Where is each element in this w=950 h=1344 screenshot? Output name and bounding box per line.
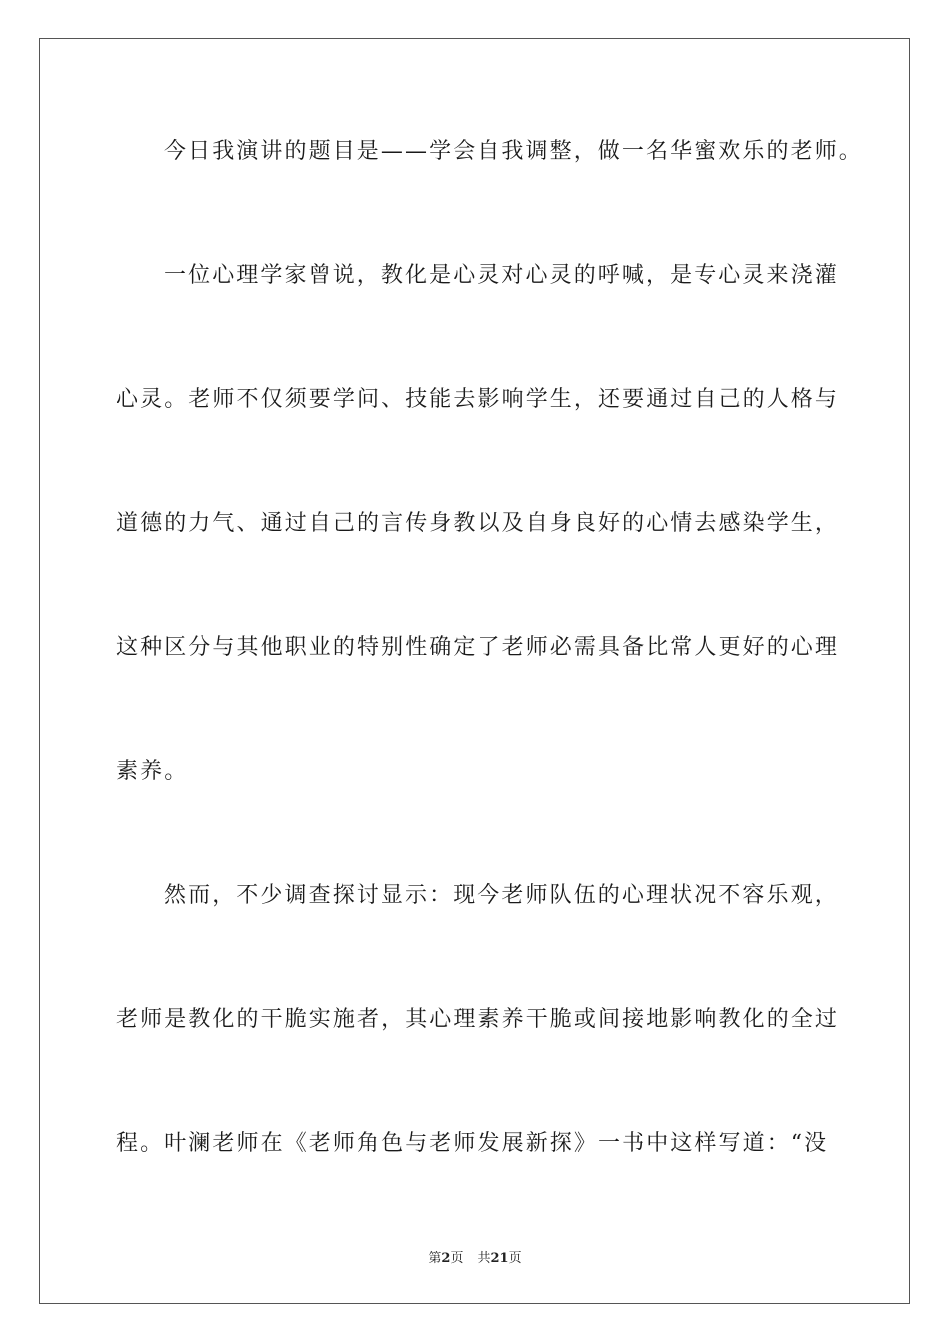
page-border — [39, 38, 910, 1304]
total-pages: 21 — [490, 1251, 509, 1266]
paragraph-3-line-1: 然而，不少调查探讨显示：现今老师队伍的心理状况不容乐观， — [164, 883, 839, 908]
paragraph-1-line-1: 今日我演讲的题目是——学会自我调整，做一名华蜜欢乐的老师。 — [164, 139, 863, 164]
page-number: 2 — [441, 1251, 451, 1266]
paragraph-3-line-3: 程。叶澜老师在《老师角色与老师发展新探》一书中这样写道：“没 — [116, 1131, 829, 1156]
paragraph-2-line-2: 心灵。老师不仅须要学问、技能去影响学生，还要通过自己的人格与 — [116, 387, 840, 412]
paragraph-3-line-2: 老师是教化的干脆实施者，其心理素养干脆或间接地影响教化的全过 — [116, 1007, 840, 1032]
page-prefix: 第 — [428, 1251, 442, 1266]
total-prefix: 共 — [477, 1251, 491, 1266]
paragraph-2-line-5: 素养。 — [116, 759, 189, 784]
paragraph-2-line-1: 一位心理学家曾说，教化是心灵对心灵的呼喊，是专心灵来浇灌 — [164, 263, 839, 288]
page-footer — [0, 1247, 950, 1266]
total-suffix: 页 — [508, 1251, 522, 1266]
page-suffix: 页 — [450, 1251, 464, 1266]
paragraph-2-line-4: 这种区分与其他职业的特别性确定了老师必需具备比常人更好的心理 — [116, 635, 840, 660]
paragraph-2-line-3: 道德的力气、通过自己的言传身教以及自身良好的心情去感染学生， — [116, 511, 840, 536]
